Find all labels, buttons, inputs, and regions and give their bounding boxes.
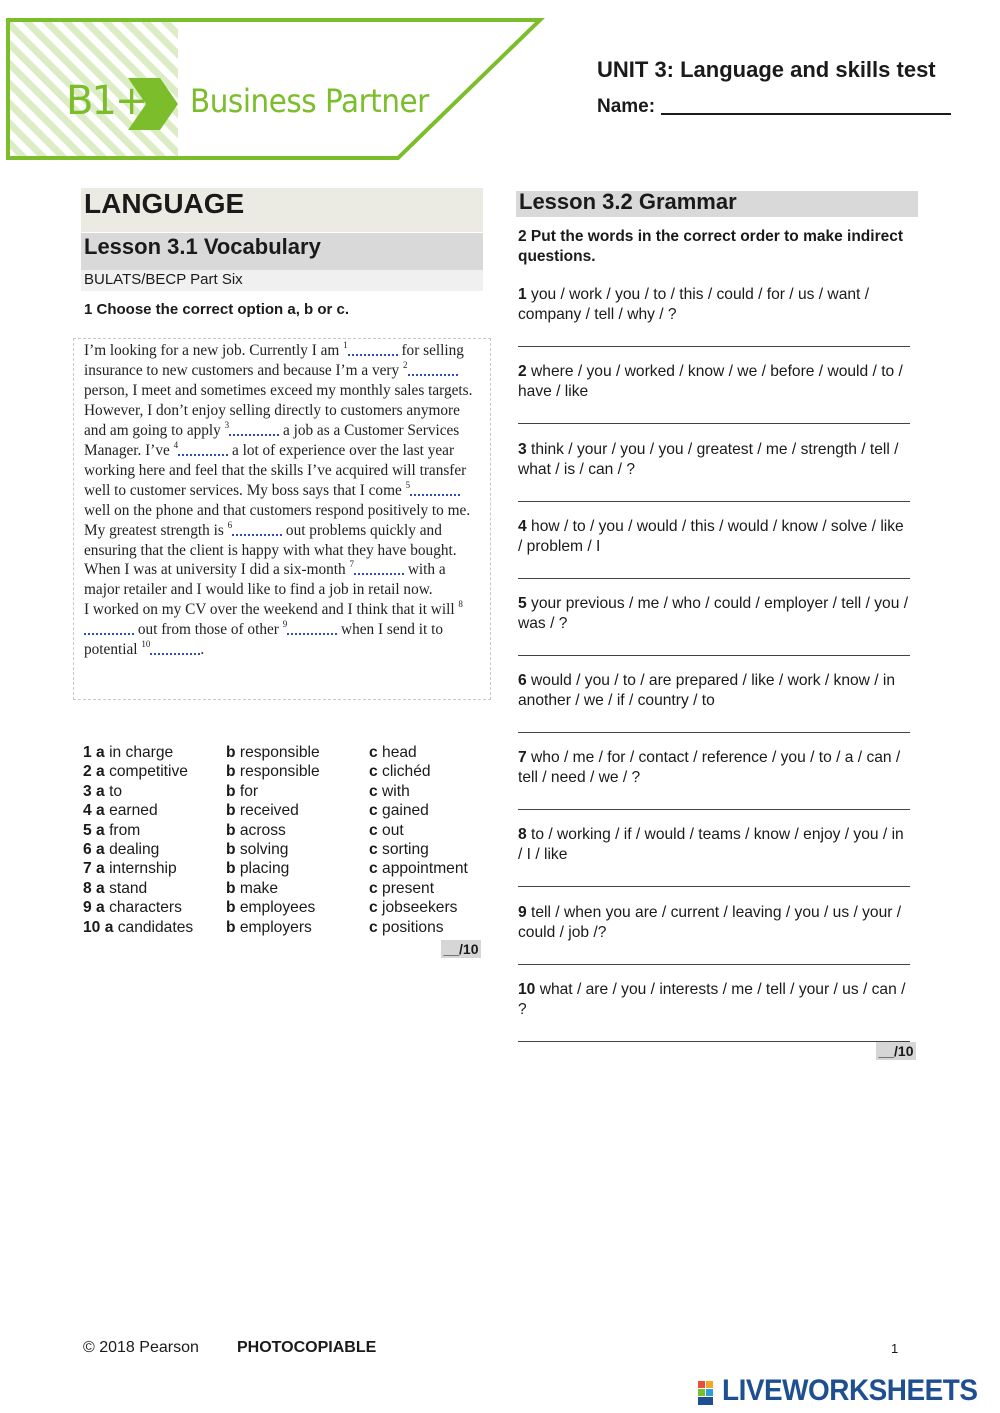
question-number: 3 [518, 441, 527, 458]
passage-text: a lot of experience over the last year working here and feel that the skills I’ve acquired will transfer well to customer services. My boss says that I come [84, 441, 467, 499]
passage-text: when I send it to potential [84, 621, 443, 659]
option-row: 9 a characters b employees c jobseekers [83, 899, 458, 917]
question-number: 2 [518, 363, 527, 380]
gap-number: 8 [458, 599, 463, 610]
gap-2-input[interactable] [408, 362, 458, 376]
passage-text: out problems quickly and ensuring that the client is happy with what they have bought. When I was at university I did a six-month [84, 521, 457, 579]
answer-line[interactable] [518, 1022, 910, 1042]
question-number: 6 [518, 672, 527, 689]
gap-number: 2 [403, 359, 408, 370]
option-b[interactable]: placing [239, 860, 290, 878]
item-number: 2 [83, 763, 92, 781]
question-number: 1 [518, 286, 527, 303]
option-c[interactable]: gained [382, 802, 429, 820]
question-item [518, 362, 910, 424]
lesson-title-grammar: Lesson 3.2 Grammar [519, 189, 737, 214]
item-number: 8 [83, 879, 92, 897]
gap-number: 7 [349, 559, 355, 570]
instruction-1: 1 Choose the correct option a, b or c. [84, 301, 350, 318]
question-number: 9 [518, 904, 527, 921]
gap-9-input[interactable] [287, 621, 337, 635]
answer-line[interactable] [518, 713, 910, 733]
question-number: 8 [518, 826, 527, 843]
option-c[interactable]: present [382, 879, 435, 897]
option-b[interactable]: for [239, 782, 259, 800]
question-text: would / you / to / are prepared / like / work / know / in another / we / if / country / to [518, 672, 896, 709]
score-box-grammar: __/10 [876, 1042, 916, 1060]
gap-number: 1 [343, 340, 348, 350]
passage-text: out from those of other [134, 621, 283, 639]
gap-6-input[interactable] [232, 522, 282, 536]
question-text: who / me / for / contact / reference / you / to / a / can / tell / need / we / ? [518, 749, 901, 786]
question-number: 7 [518, 749, 527, 766]
option-c[interactable]: with [382, 782, 410, 800]
gap-number: 3 [224, 419, 230, 430]
option-b[interactable]: make [239, 879, 279, 897]
option-b[interactable]: across [239, 821, 286, 839]
option-a[interactable]: in charge [109, 744, 174, 761]
option-row: 2 a competitive b responsible c clichéd [83, 763, 431, 781]
question-number: 5 [518, 595, 527, 612]
name-input-line[interactable] [661, 113, 951, 115]
option-a[interactable]: characters [109, 899, 182, 917]
passage-text: person, I meet and sometimes exceed my monthly sales targets. However, I don’t enjoy selling directly to customers anymore and am going to apply [84, 381, 473, 439]
option-row: 7 a internship b placing c appointment [83, 860, 468, 878]
option-a[interactable]: from [109, 821, 141, 839]
liveworksheets-watermark: LIVEWORKSHEETS [722, 1374, 978, 1407]
gap-number: 9 [282, 619, 288, 630]
options-list [83, 743, 483, 937]
gap-number: 10 [141, 639, 151, 650]
option-b[interactable]: employees [239, 899, 316, 917]
question-text: you / work / you / to / this / could / for / us / want / company / tell / why / ? [518, 286, 870, 323]
answer-line[interactable] [518, 790, 910, 810]
gap-4-input[interactable] [178, 442, 228, 456]
option-b[interactable]: responsible [239, 763, 320, 781]
question-text: where / you / worked / know / we / before / would / to / have / like [518, 363, 903, 400]
passage-paragraph [84, 341, 482, 600]
liveworksheets-logo-icon [697, 1379, 721, 1407]
page-number: 1 [891, 1341, 899, 1356]
item-number: 6 [83, 840, 92, 858]
passage-text: with a major retailer and I would like to find a job in retail now. [84, 561, 446, 599]
option-c[interactable]: jobseekers [382, 899, 458, 917]
question-item [518, 748, 910, 810]
option-a[interactable]: competitive [109, 763, 188, 781]
reading-passage [73, 338, 491, 700]
option-c[interactable]: clichéd [382, 763, 431, 781]
score-box-vocabulary: __/10 [441, 940, 481, 958]
answer-line[interactable] [518, 636, 910, 656]
question-item [518, 825, 910, 887]
question-text: what / are / you / interests / me / tell / your / us / can / ? [518, 981, 906, 1018]
question-text: your previous / me / who / could / employer / tell / you / was / ? [518, 595, 909, 632]
question-item [518, 440, 910, 502]
answer-line[interactable] [518, 945, 910, 965]
question-item [518, 517, 910, 579]
answer-line[interactable] [518, 404, 910, 424]
option-a[interactable]: dealing [109, 840, 160, 858]
option-a[interactable]: earned [109, 802, 158, 820]
question-text: how / to / you / would / this / would / know / solve / like / problem / I [518, 518, 904, 555]
question-item [518, 285, 910, 347]
item-number: 5 [83, 821, 92, 839]
question-number: 10 [518, 981, 536, 998]
question-number: 4 [518, 518, 527, 535]
item-number: 10 [83, 918, 101, 936]
option-b[interactable]: responsible [239, 744, 320, 761]
question-item [518, 671, 910, 733]
answer-line[interactable] [518, 327, 910, 347]
question-item [518, 903, 910, 965]
option-b[interactable]: solving [239, 840, 289, 858]
lesson-title-vocabulary: Lesson 3.1 Vocabulary [84, 234, 321, 259]
option-row: 6 a dealing b solving c sorting [83, 840, 429, 858]
passage-text: . [200, 641, 205, 659]
option-row: 8 a stand b make c present [83, 879, 435, 897]
question-item [518, 980, 910, 1042]
section-title: LANGUAGE [84, 188, 245, 219]
instruction-2: 2 Put the words in the correct order to make indirect questions. [518, 228, 904, 265]
gap-5-input[interactable] [410, 482, 460, 496]
option-c[interactable]: head [382, 744, 417, 761]
passage-text: for selling insurance to new customers and because I’m a very [84, 342, 464, 379]
gap-7-input[interactable] [354, 561, 404, 575]
option-a[interactable]: to [109, 782, 123, 800]
logo-level: B1+ [66, 78, 147, 124]
question-item [518, 594, 910, 656]
answer-line[interactable] [518, 482, 910, 502]
name-field-row [597, 96, 951, 118]
option-row: 3 a to b for c with [83, 782, 410, 800]
item-number: 4 [83, 802, 92, 820]
option-c[interactable]: sorting [382, 840, 429, 858]
option-row: 1 a in charge b responsible c head [83, 744, 417, 761]
question-text: to / working / if / would / teams / know / enjoy / you / in / I / like [518, 826, 904, 863]
option-row: 10 a candidates b employers c positions [83, 918, 444, 936]
option-c[interactable]: appointment [382, 860, 468, 878]
gap-number: 4 [173, 439, 179, 450]
option-b[interactable]: received [239, 802, 299, 820]
option-a[interactable]: candidates [117, 918, 194, 936]
passage-text: well on the phone and that customers respond positively to me. My greatest strength is [84, 501, 471, 539]
option-c[interactable]: out [382, 821, 404, 839]
question-text: think / your / you / you / greatest / me / strength / tell / what / is / can / ? [518, 441, 899, 478]
option-a[interactable]: internship [109, 860, 177, 878]
gap-number: 6 [227, 519, 233, 530]
answer-line[interactable] [518, 559, 910, 579]
gap-8-input[interactable] [84, 621, 134, 635]
name-label: Name: [597, 96, 656, 117]
gap-10-input[interactable] [150, 641, 200, 655]
option-b[interactable]: employers [239, 918, 312, 936]
option-row: 5 a from b across c out [83, 821, 404, 839]
photocopiable-label: PHOTOCOPIABLE [237, 1339, 377, 1356]
logo-name: Business Partner [190, 82, 429, 120]
item-number: 3 [83, 782, 92, 800]
passage-paragraph [84, 600, 482, 660]
copyright: © 2018 Pearson [83, 1339, 199, 1356]
passage-text: I’m looking for a new job. Currently I am [84, 342, 344, 359]
option-row: 4 a earned b received c gained [83, 802, 429, 820]
gap-number: 5 [405, 479, 411, 490]
option-c[interactable]: positions [382, 918, 444, 936]
passage-text: I worked on my CV over the weekend and I think that it will [84, 601, 459, 619]
passage-text: a job as a Customer Services Manager. I’ve [84, 421, 460, 459]
item-number: 1 [83, 744, 92, 761]
unit-title: UNIT 3: Language and skills test [597, 57, 936, 82]
item-number: 7 [83, 860, 92, 878]
gap-3-input[interactable] [229, 422, 279, 436]
question-text: tell / when you are / current / leaving / you / us / your / could / job /? [518, 904, 902, 941]
exam-part-subtitle: BULATS/BECP Part Six [84, 271, 243, 288]
option-a[interactable]: stand [109, 879, 148, 897]
gap-1-input[interactable] [348, 342, 398, 356]
answer-line[interactable] [518, 867, 910, 887]
item-number: 9 [83, 899, 92, 917]
